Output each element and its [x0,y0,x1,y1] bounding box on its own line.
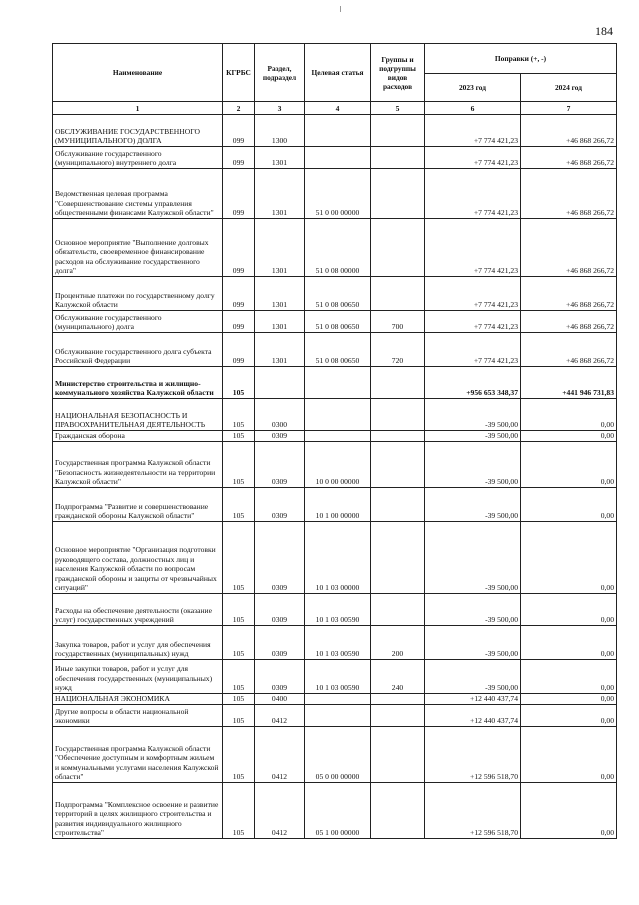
row-section: 1301 [255,311,305,333]
row-2024: +46 868 266,72 [521,311,617,333]
row-name: Гражданская оборона [53,431,223,442]
row-2024: +441 946 731,83 [521,367,617,399]
row-2024: +46 868 266,72 [521,115,617,147]
row-group [371,783,425,839]
table-row [53,442,617,488]
row-2024: 0,00 [521,626,617,660]
row-section: 1301 [255,169,305,219]
row-2023: -39 500,00 [425,522,521,594]
col-number: 6 [425,102,521,115]
col-number: 1 [53,102,223,115]
row-group: 720 [371,333,425,367]
row-group [371,367,425,399]
row-2023: +7 774 421,23 [425,277,521,311]
row-2024: +46 868 266,72 [521,277,617,311]
row-section: 0412 [255,705,305,727]
row-group [371,522,425,594]
row-group [371,488,425,522]
row-section: 0309 [255,488,305,522]
row-name: НАЦИОНАЛЬНАЯ БЕЗОПАСНОСТЬ И ПРАВООХРАНИТЕЛЬНАЯ ДЕЯТЕЛЬНОСТЬ [53,399,223,431]
row-name: Обслуживание государственного (муниципального) внутреннего долга [53,147,223,169]
table-row [53,147,617,169]
row-kgrbs: 105 [223,694,255,705]
row-2024: 0,00 [521,660,617,694]
row-target: 51 0 00 00000 [305,169,371,219]
table-row [53,431,617,442]
row-2023: -39 500,00 [425,431,521,442]
row-2023: -39 500,00 [425,594,521,626]
row-name: Подпрограмма "Развитие и совершенствование гражданской обороны Калужской области" [53,488,223,522]
column-number-row [53,102,617,115]
row-group [371,169,425,219]
row-target: 10 1 03 00590 [305,594,371,626]
table-row [53,522,617,594]
row-2023: +12 596 518,70 [425,783,521,839]
row-kgrbs: 105 [223,431,255,442]
row-2023: -39 500,00 [425,442,521,488]
row-2023: +956 653 348,37 [425,367,521,399]
col-number: 7 [521,102,617,115]
row-2023: +12 596 518,70 [425,727,521,783]
row-kgrbs: 099 [223,115,255,147]
row-section: 1301 [255,277,305,311]
row-name: Иные закупки товаров, работ и услуг для обеспечения государственных (муниципальных) нужд [53,660,223,694]
row-2024: 0,00 [521,522,617,594]
row-2023: -39 500,00 [425,626,521,660]
row-2024: 0,00 [521,783,617,839]
row-section: 1301 [255,219,305,277]
row-2023: +7 774 421,23 [425,147,521,169]
row-2024: 0,00 [521,431,617,442]
row-section: 0309 [255,431,305,442]
row-name: Обслуживание государственного долга субъекта Российской Федерации [53,333,223,367]
row-section: 0309 [255,594,305,626]
header-groups: Группы и подгруппы видов расходов [371,44,425,102]
header-year-2023: 2023 год [425,74,521,102]
row-kgrbs: 099 [223,147,255,169]
row-2024: +46 868 266,72 [521,219,617,277]
row-kgrbs: 099 [223,277,255,311]
row-group [371,727,425,783]
row-group [371,694,425,705]
row-section: 0412 [255,727,305,783]
row-2023: +7 774 421,23 [425,311,521,333]
row-2024: +46 868 266,72 [521,147,617,169]
row-target: 10 0 00 00000 [305,442,371,488]
row-section: 1301 [255,333,305,367]
header-year-2024: 2024 год [521,74,617,102]
row-name: Другие вопросы в области национальной экономики [53,705,223,727]
row-target [305,147,371,169]
row-2023: +7 774 421,23 [425,219,521,277]
row-target [305,431,371,442]
row-kgrbs: 099 [223,169,255,219]
row-target: 05 1 00 00000 [305,783,371,839]
row-2024: 0,00 [521,694,617,705]
col-number: 4 [305,102,371,115]
row-target: 10 1 03 00590 [305,660,371,694]
table-row [53,115,617,147]
table-row [53,311,617,333]
row-kgrbs: 105 [223,626,255,660]
row-2024: 0,00 [521,705,617,727]
row-target [305,115,371,147]
row-name: Расходы на обеспечение деятельности (оказание услуг) государственных учреждений [53,594,223,626]
row-kgrbs: 105 [223,399,255,431]
row-group [371,147,425,169]
row-name: Основное мероприятие "Выполнение долговых обязательств, своевременное финансирование расходов на обслуживание государственного долга" [53,219,223,277]
row-section: 0300 [255,399,305,431]
row-name: Обслуживание государственного (муниципального) долга [53,311,223,333]
row-section: 0309 [255,626,305,660]
row-group [371,442,425,488]
row-group [371,277,425,311]
header-kgrbs: КГРБС [223,44,255,102]
row-kgrbs: 099 [223,311,255,333]
row-target [305,367,371,399]
table-row [53,727,617,783]
row-section [255,367,305,399]
row-2024: 0,00 [521,442,617,488]
row-kgrbs: 105 [223,783,255,839]
row-name: Процентные платежи по государственному долгу Калужской области [53,277,223,311]
row-section: 1301 [255,147,305,169]
table-row [53,333,617,367]
row-kgrbs: 105 [223,660,255,694]
row-target: 51 0 08 00650 [305,311,371,333]
table-row [53,488,617,522]
row-group: 700 [371,311,425,333]
table-row [53,626,617,660]
row-name: Министерство строительства и жилищно-коммунального хозяйства Калужской области [53,367,223,399]
header-name: Наименование [53,44,223,102]
row-2023: -39 500,00 [425,660,521,694]
col-number: 3 [255,102,305,115]
row-name: Закупка товаров, работ и услуг для обеспечения государственных (муниципальных) нужд [53,626,223,660]
row-name: Государственная программа Калужской области "Обеспечение доступным и комфортным жильем и коммунальными услугами населения Калужской области" [53,727,223,783]
row-group: 200 [371,626,425,660]
row-kgrbs: 105 [223,727,255,783]
row-2023: +12 440 437,74 [425,705,521,727]
row-kgrbs: 105 [223,522,255,594]
table-row [53,594,617,626]
table-row [53,399,617,431]
table-row [53,277,617,311]
row-target: 10 1 00 00000 [305,488,371,522]
row-target: 51 0 08 00650 [305,277,371,311]
row-target: 10 1 03 00000 [305,522,371,594]
row-kgrbs: 099 [223,333,255,367]
row-group [371,431,425,442]
row-name: Государственная программа Калужской области "Безопасность жизнедеятельности на территории Калужской области" [53,442,223,488]
row-kgrbs: 099 [223,219,255,277]
row-section: 0400 [255,694,305,705]
row-kgrbs: 105 [223,442,255,488]
header-section: Раздел, подраздел [255,44,305,102]
budget-table [52,43,617,839]
row-2023: +7 774 421,23 [425,169,521,219]
table-row [53,367,617,399]
row-kgrbs: 105 [223,594,255,626]
row-2023: +7 774 421,23 [425,115,521,147]
row-name: ОБСЛУЖИВАНИЕ ГОСУДАРСТВЕННОГО (МУНИЦИПАЛЬНОГО) ДОЛГА [53,115,223,147]
row-group [371,399,425,431]
row-group: 240 [371,660,425,694]
row-target: 51 0 08 00650 [305,333,371,367]
row-target [305,705,371,727]
table-row [53,705,617,727]
row-section: 1300 [255,115,305,147]
row-name: Ведомственная целевая программа "Совершенствование системы управления общественными финансами Калужской области" [53,169,223,219]
col-number: 2 [223,102,255,115]
row-2023: +12 440 437,74 [425,694,521,705]
row-name: Основное мероприятие "Организация подготовки руководящего состава, должностных лиц и населения Калужской области по вопросам гражданской обороны и защиты от чрезвычайных ситуаций" [53,522,223,594]
col-number: 5 [371,102,425,115]
row-group [371,594,425,626]
table-row [53,694,617,705]
row-2023: -39 500,00 [425,399,521,431]
row-target: 05 0 00 00000 [305,727,371,783]
row-section: 0309 [255,442,305,488]
row-group [371,115,425,147]
row-2024: +46 868 266,72 [521,333,617,367]
row-2024: 0,00 [521,594,617,626]
row-section: 0412 [255,783,305,839]
row-name: Подпрограмма "Комплексное освоение и развитие территорий в целях жилищного строительства и развития индивидуального жилищного строительства" [53,783,223,839]
row-2023: -39 500,00 [425,488,521,522]
header-target: Целевая статья [305,44,371,102]
row-2024: 0,00 [521,727,617,783]
table-row [53,660,617,694]
row-target: 10 1 03 00590 [305,626,371,660]
row-target [305,399,371,431]
row-target [305,694,371,705]
table-row [53,219,617,277]
table-row [53,783,617,839]
row-target: 51 0 08 00000 [305,219,371,277]
row-section: 0309 [255,522,305,594]
row-kgrbs: 105 [223,705,255,727]
header-amendments: Поправки (+, -) [425,44,617,74]
row-section: 0309 [255,660,305,694]
table-row [53,169,617,219]
row-group [371,219,425,277]
row-2024: 0,00 [521,488,617,522]
row-kgrbs: 105 [223,367,255,399]
row-name: НАЦИОНАЛЬНАЯ ЭКОНОМИКА [53,694,223,705]
scan-mark [340,6,341,12]
row-2024: +46 868 266,72 [521,169,617,219]
row-2024: 0,00 [521,399,617,431]
row-2023: +7 774 421,23 [425,333,521,367]
row-kgrbs: 105 [223,488,255,522]
row-group [371,705,425,727]
page-number: 184 [595,24,613,38]
